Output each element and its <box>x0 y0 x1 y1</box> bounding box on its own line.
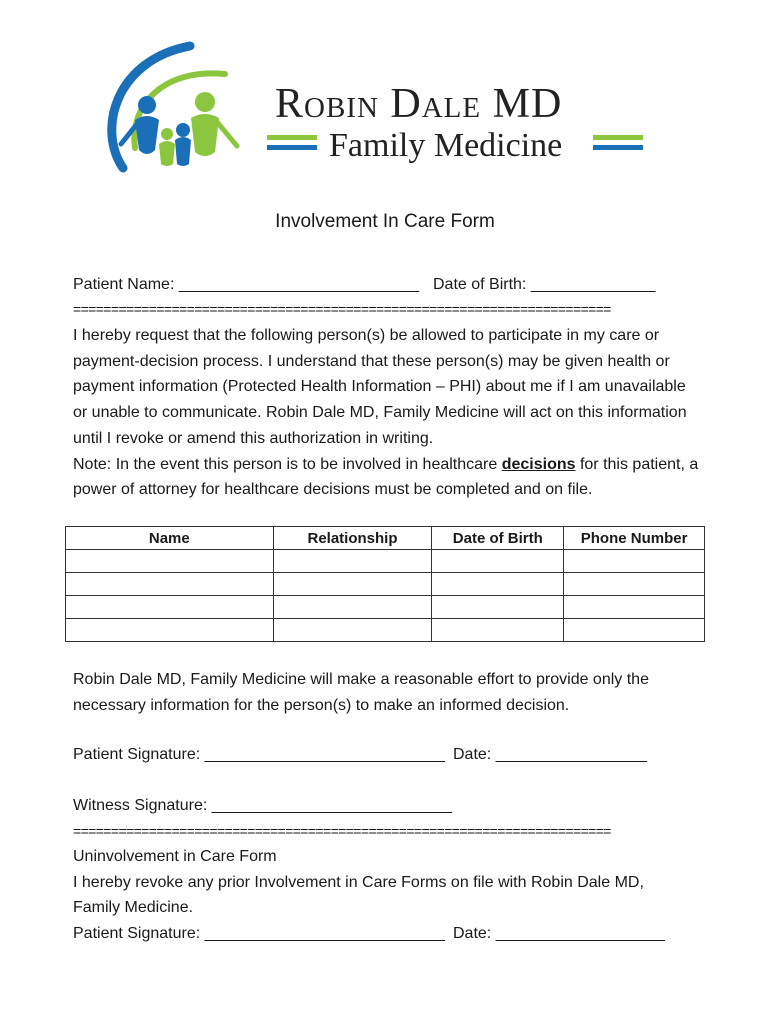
table-header-row <box>66 527 705 550</box>
patient-name-field[interactable] <box>73 276 419 294</box>
column-header-name: Name <box>66 527 274 550</box>
patient-signature-label: Patient Signature: ___________________________ <box>73 925 445 942</box>
date-of-birth-field[interactable] <box>433 276 655 294</box>
brand-subtitle: Family Medicine <box>329 127 563 164</box>
accent-stripe <box>267 145 317 150</box>
relationship-cell[interactable] <box>273 550 432 573</box>
accent-stripe <box>593 135 643 140</box>
uninvolvement-section <box>73 844 703 921</box>
column-header-phone: Phone Number <box>564 527 705 550</box>
witness-signature-label: Witness Signature: ___________________________ <box>73 797 452 814</box>
date-of-birth-cell[interactable] <box>432 550 564 573</box>
brand-name: Robin Dale MD <box>275 81 563 127</box>
name-cell[interactable] <box>66 550 274 573</box>
relationship-cell[interactable] <box>273 596 432 619</box>
date-of-birth-cell[interactable] <box>432 619 564 642</box>
uninvolvement-text: I hereby revoke any prior Involvement in Care Forms on file with Robin Dale MD, Family Medicine. <box>73 873 644 917</box>
form-title: Involvement In Care Form <box>275 211 495 232</box>
witness-signature-field[interactable] <box>73 797 452 815</box>
uninvolvement-title: Uninvolvement in Care Form <box>73 848 277 865</box>
name-cell[interactable] <box>66 619 274 642</box>
date-of-birth-cell[interactable] <box>432 573 564 596</box>
signature-date-field[interactable] <box>453 746 647 764</box>
practice-logo <box>95 40 655 180</box>
intro-paragraph: I hereby request that the following person(s) be allowed to participate in my care or payment-decision process. I understand that these person(s) may be given health or payment information (Protected Health Information – PHI) about me if I am unavailable or unable to communicate. Robin Dale MD, Family Medicine will act on this information until I revoke or amend this authorization in writing. <box>73 327 687 447</box>
family-logo-icon <box>95 40 245 180</box>
phone-cell[interactable] <box>564 550 705 573</box>
section-divider: ======================================================================= <box>73 824 611 838</box>
accent-stripe <box>267 135 317 140</box>
patient-signature-label: Patient Signature: ___________________________ <box>73 746 445 763</box>
table-row <box>66 573 705 596</box>
relationship-cell[interactable] <box>273 619 432 642</box>
table-row <box>66 596 705 619</box>
note-text: for this patient, a power of attorney for healthcare decisions must be completed and on file. <box>73 455 699 499</box>
relationship-cell[interactable] <box>273 573 432 596</box>
section-divider: ======================================================================= <box>73 302 611 316</box>
revoke-date-field[interactable] <box>453 925 665 943</box>
phone-cell[interactable] <box>564 596 705 619</box>
signature-date-label: Date: _________________ <box>453 746 647 763</box>
phone-cell[interactable] <box>564 573 705 596</box>
patient-signature-field[interactable] <box>73 746 445 764</box>
table-row <box>66 550 705 573</box>
column-header-date-of-birth: Date of Birth <box>432 527 564 550</box>
note-text: Note: In the event this person is to be involved in healthcare <box>73 455 502 473</box>
date-of-birth-label: Date of Birth: ______________ <box>433 276 656 293</box>
patient-name-label: Patient Name: ___________________________ <box>73 276 420 293</box>
column-header-relationship: Relationship <box>273 527 432 550</box>
table-row <box>66 619 705 642</box>
phone-cell[interactable] <box>564 619 705 642</box>
accent-stripe <box>593 145 643 150</box>
note-paragraph <box>73 452 703 503</box>
revoke-date-label: Date: ___________________ <box>453 925 665 942</box>
authorization-text <box>73 323 703 503</box>
patient-signature-field-2[interactable] <box>73 925 445 943</box>
reasonable-effort-paragraph: Robin Dale MD, Family Medicine will make a reasonable effort to provide only the necessary information for the person(s) to make an informed decision. <box>73 671 649 714</box>
date-of-birth-cell[interactable] <box>432 596 564 619</box>
name-cell[interactable] <box>66 596 274 619</box>
note-emphasis: decisions <box>501 455 576 473</box>
name-cell[interactable] <box>66 573 274 596</box>
brand-subtitle-row <box>267 127 647 167</box>
authorized-persons-table <box>65 526 705 642</box>
